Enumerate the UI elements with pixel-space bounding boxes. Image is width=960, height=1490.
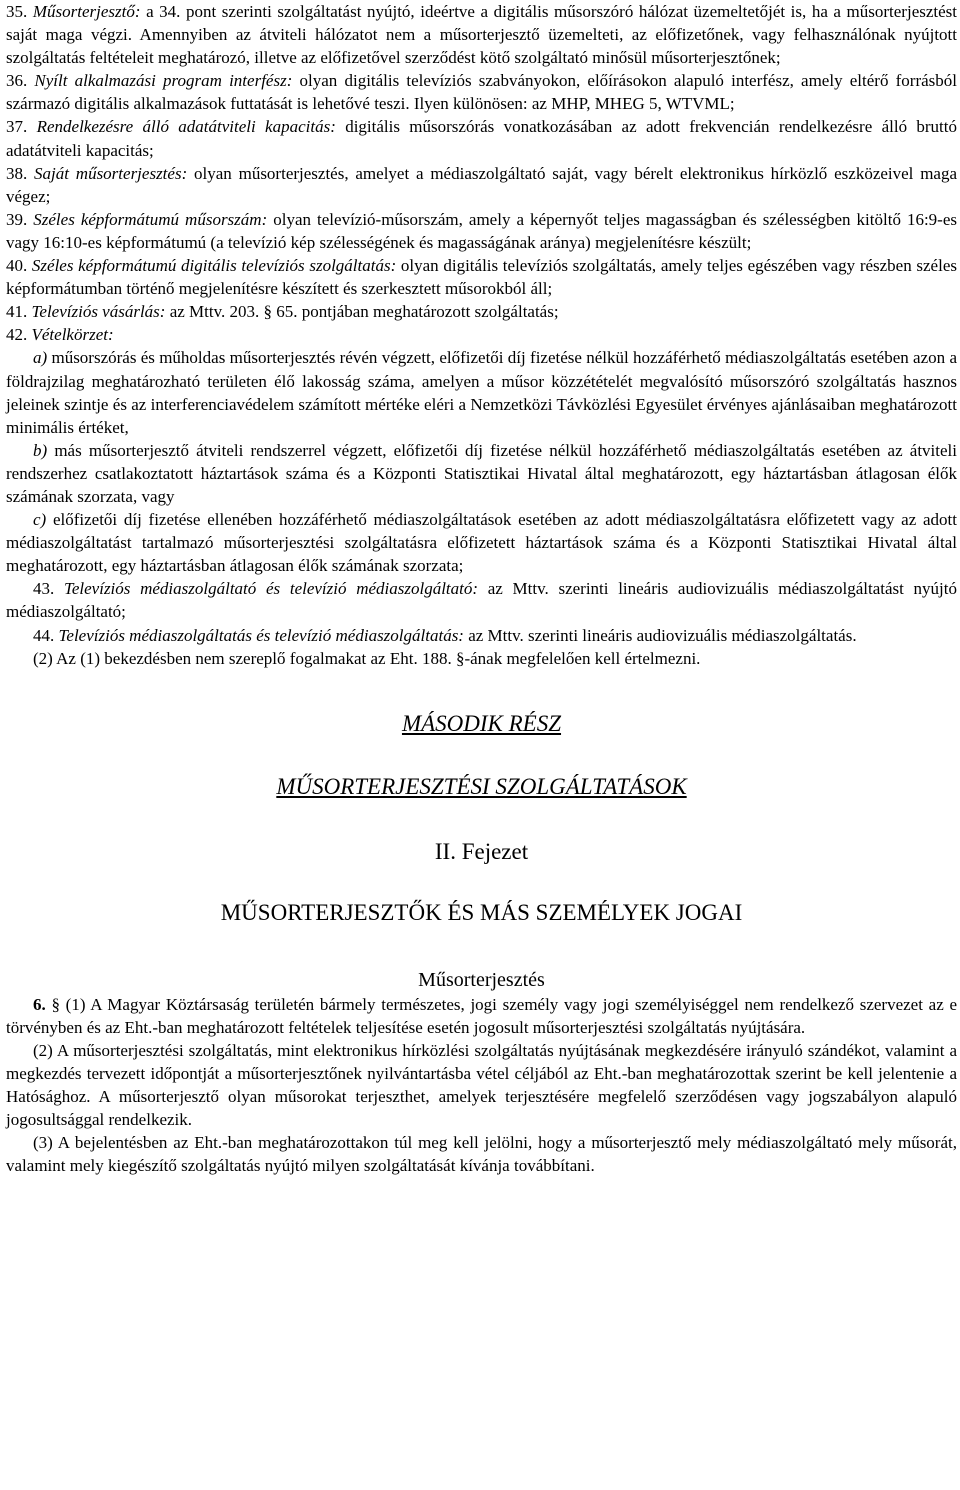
defined-term: Széles képformátumú digitális televíziós szolgáltatás: [31, 256, 397, 276]
item-number: 44. [33, 625, 55, 645]
defined-term: Nyílt alkalmazási program interfész: [34, 71, 293, 91]
item-number: 42. [6, 325, 28, 345]
point-label: b) [33, 440, 48, 460]
definition-42-b [6, 439, 957, 508]
definition-39 [6, 208, 957, 254]
defined-term: Saját műsorterjesztés: [34, 163, 188, 183]
item-number: 36. [6, 71, 28, 91]
paragraph-text: § (1) A Magyar Köztársaság területén bármely természetes, jogi személy vagy jogi személyiséggel nem rendelkező szervezet az e törvényben és az Eht.-ban meghatározott feltételek teljesítése esetén jogosult műsorterjesztési szolgáltatás nyújtására. [6, 994, 957, 1037]
section-heading: Műsorterjesztés [418, 968, 545, 991]
defined-term: Műsorterjesztő: [32, 2, 141, 21]
chapter-heading: II. Fejezet [434, 838, 529, 864]
definition-35 [6, 0, 957, 69]
item-number: 41. [6, 302, 28, 322]
definition-text: olyan digitális televíziós szolgáltatás, amely teljes egészében vagy részben széles képformátumban történő megjelenítésre készített és szerkesztett műsorokból áll; [6, 256, 957, 299]
definition-text: olyan televízió-műsorszám, amely a képernyőt teljes magasságban és szélességben kitöltő 16:9-es vagy 16:10-es képformátumú (a televízió kép szélességének és magasságának aránya) megjelenítésre készült; [6, 209, 957, 252]
definition-44 [6, 624, 957, 647]
definition-42-a [6, 346, 957, 438]
definition-text: olyan műsorterjesztés, amelyet a médiaszolgáltató saját, vagy bérelt elektronikus hírközlő eszközeivel maga végez; [6, 163, 958, 206]
definition-text: az Mttv. 203. § 65. pontjában meghatározott szolgáltatás; [165, 302, 559, 322]
definition-42-c [6, 508, 957, 577]
item-number: 40. [6, 256, 28, 276]
point-label: c) [33, 510, 47, 530]
item-number: 38. [6, 163, 28, 183]
item-number: 43. [33, 579, 55, 599]
definition-36 [6, 69, 957, 115]
section-6-paragraph-3: (3) A bejelentésben az Eht.-ban meghatározottakon túl meg kell jelölni, hogy a műsorterjesztő mely médiaszolgáltató mely műsorát, valamint mely kiegészítő szolgáltatás nyújtó milyen szolgáltatását kívánja továbbítani. [6, 1133, 957, 1176]
section-6-paragraph-2: (2) A műsorterjesztési szolgáltatás, mint elektronikus hírközlési szolgáltatás nyújtásának megkezdésére irányuló szándékot, valamint a megkezdés tervezett időpontját a műsorterjesztőnek nyilvántartásba vétel céljából az Eht.-ban meghatározottak szerint be kell jelentenie a Hatósághoz. A műsorterjesztő olyan műsorokat terjeszthet, amelyek terjesztésére megfelelő szerződésen vagy jogszabályon alapuló jogosultsággal rendelkezik. [6, 1040, 957, 1130]
section-6-paragraph-1 [6, 993, 957, 1039]
item-number: 35. [6, 2, 28, 21]
defined-term: Rendelkezésre álló adatátviteli kapacitás: [36, 117, 336, 137]
defined-term: Televíziós vásárlás: [31, 302, 166, 322]
definition-text: az Mttv. szerinti lineáris audiovizuális médiaszolgáltatás. [463, 625, 857, 645]
defined-term: Televíziós médiaszolgáltatás és televízió médiaszolgáltatás: [58, 625, 464, 645]
definition-37 [6, 115, 957, 161]
defined-term: Televíziós médiaszolgáltató és televízió médiaszolgáltató: [63, 579, 479, 599]
paragraph-2: (2) Az (1) bekezdésben nem szereplő fogalmakat az Eht. 188. §-ának megfelelően kell értelmezni. [33, 648, 701, 668]
definition-text: digitális műsorszórás vonatkozásában az adott frekvencián rendelkezésre álló bruttó adatátviteli kapacitás; [6, 117, 958, 160]
definition-text: olyan digitális televíziós szabványokon, előírásokon alapuló interfész, amely eltérő forrásból származó digitális alkalmazások futtatását is lehetővé teszi. Ilyen különösen: az MHP, MHEG 5, WTVML; [6, 71, 957, 114]
section-number: 6. [33, 994, 46, 1014]
definition-text: az Mttv. szerinti lineáris audiovizuális médiaszolgáltatást nyújtó médiaszolgáltató; [6, 579, 958, 622]
definition-38 [6, 162, 957, 208]
definition-41 [6, 300, 957, 323]
point-text: műsorszórás és műholdas műsorterjesztés révén végzett, előfizetői díj fizetése nélkül hozzáférhető médiaszolgáltatás esetében azon a földrajzilag meghatározható területen élő lakosság száma, amelyen a műsor közzétételét megvalósító műsorszóró szolgáltatás hasznos jeleinek szintje és az interferenciavédelem számított mértéke eléri a Nemzetközi Távközlési Egyesület érvényes ajánlásaiban meghatározott minimális értéket, [6, 348, 957, 437]
point-text: előfizetői díj fizetése ellenében hozzáférhető médiaszolgáltatások esetében az adott médiaszolgáltatásra előfizetett vagy az adott médiaszolgáltatást tartalmazó műsorterjesztési szolgáltatásra előfizetett háztartások száma és a Központi Statisztikai Hivatal által meghatározott, egy háztartásban átlagosan élők számának szorzata; [6, 510, 957, 576]
defined-term: Széles képformátumú műsorszám: [33, 209, 268, 229]
chapter-title: MŰSORTERJESZTŐK ÉS MÁS SZEMÉLYEK JOGAI [220, 899, 743, 925]
definition-40 [6, 254, 957, 300]
defined-term: Vételkörzet: [31, 325, 114, 345]
point-label: a) [33, 348, 48, 368]
item-number: 39. [6, 209, 28, 229]
definition-43 [6, 577, 957, 623]
part-heading: MÁSODIK RÉSZ [401, 710, 562, 736]
part-title: MŰSORTERJESZTÉSI SZOLGÁLTATÁSOK [276, 773, 687, 799]
point-text: más műsorterjesztő átviteli rendszerrel végzett, előfizetői díj fizetése nélkül hozzáférhető médiaszolgáltatás esetében az átviteli rendszerhez csatlakoztatott háztartások száma és a Központi Statisztikai Hivatal által meghatározott, egy háztartásban átlagosan élők számának szorzata, vagy [6, 440, 957, 506]
item-number: 37. [6, 117, 28, 137]
definition-42 [6, 323, 957, 346]
definition-text: a 34. pont szerinti szolgáltatást nyújtó, ideértve a digitális műsorszóró hálózat üzemeltetőjét is, ha a műsorterjesztést saját maga végzi. Amennyiben az átviteli hálózatot nem a műsorterjesztő üzemelteti, az előfizetőnek, vagy felhasználónak nyújtott szolgáltatás feltételeit meghatározó, illetve az előfizetővel szerződést kötő szolgáltató minősül műsorterjesztőnek; [6, 2, 958, 68]
